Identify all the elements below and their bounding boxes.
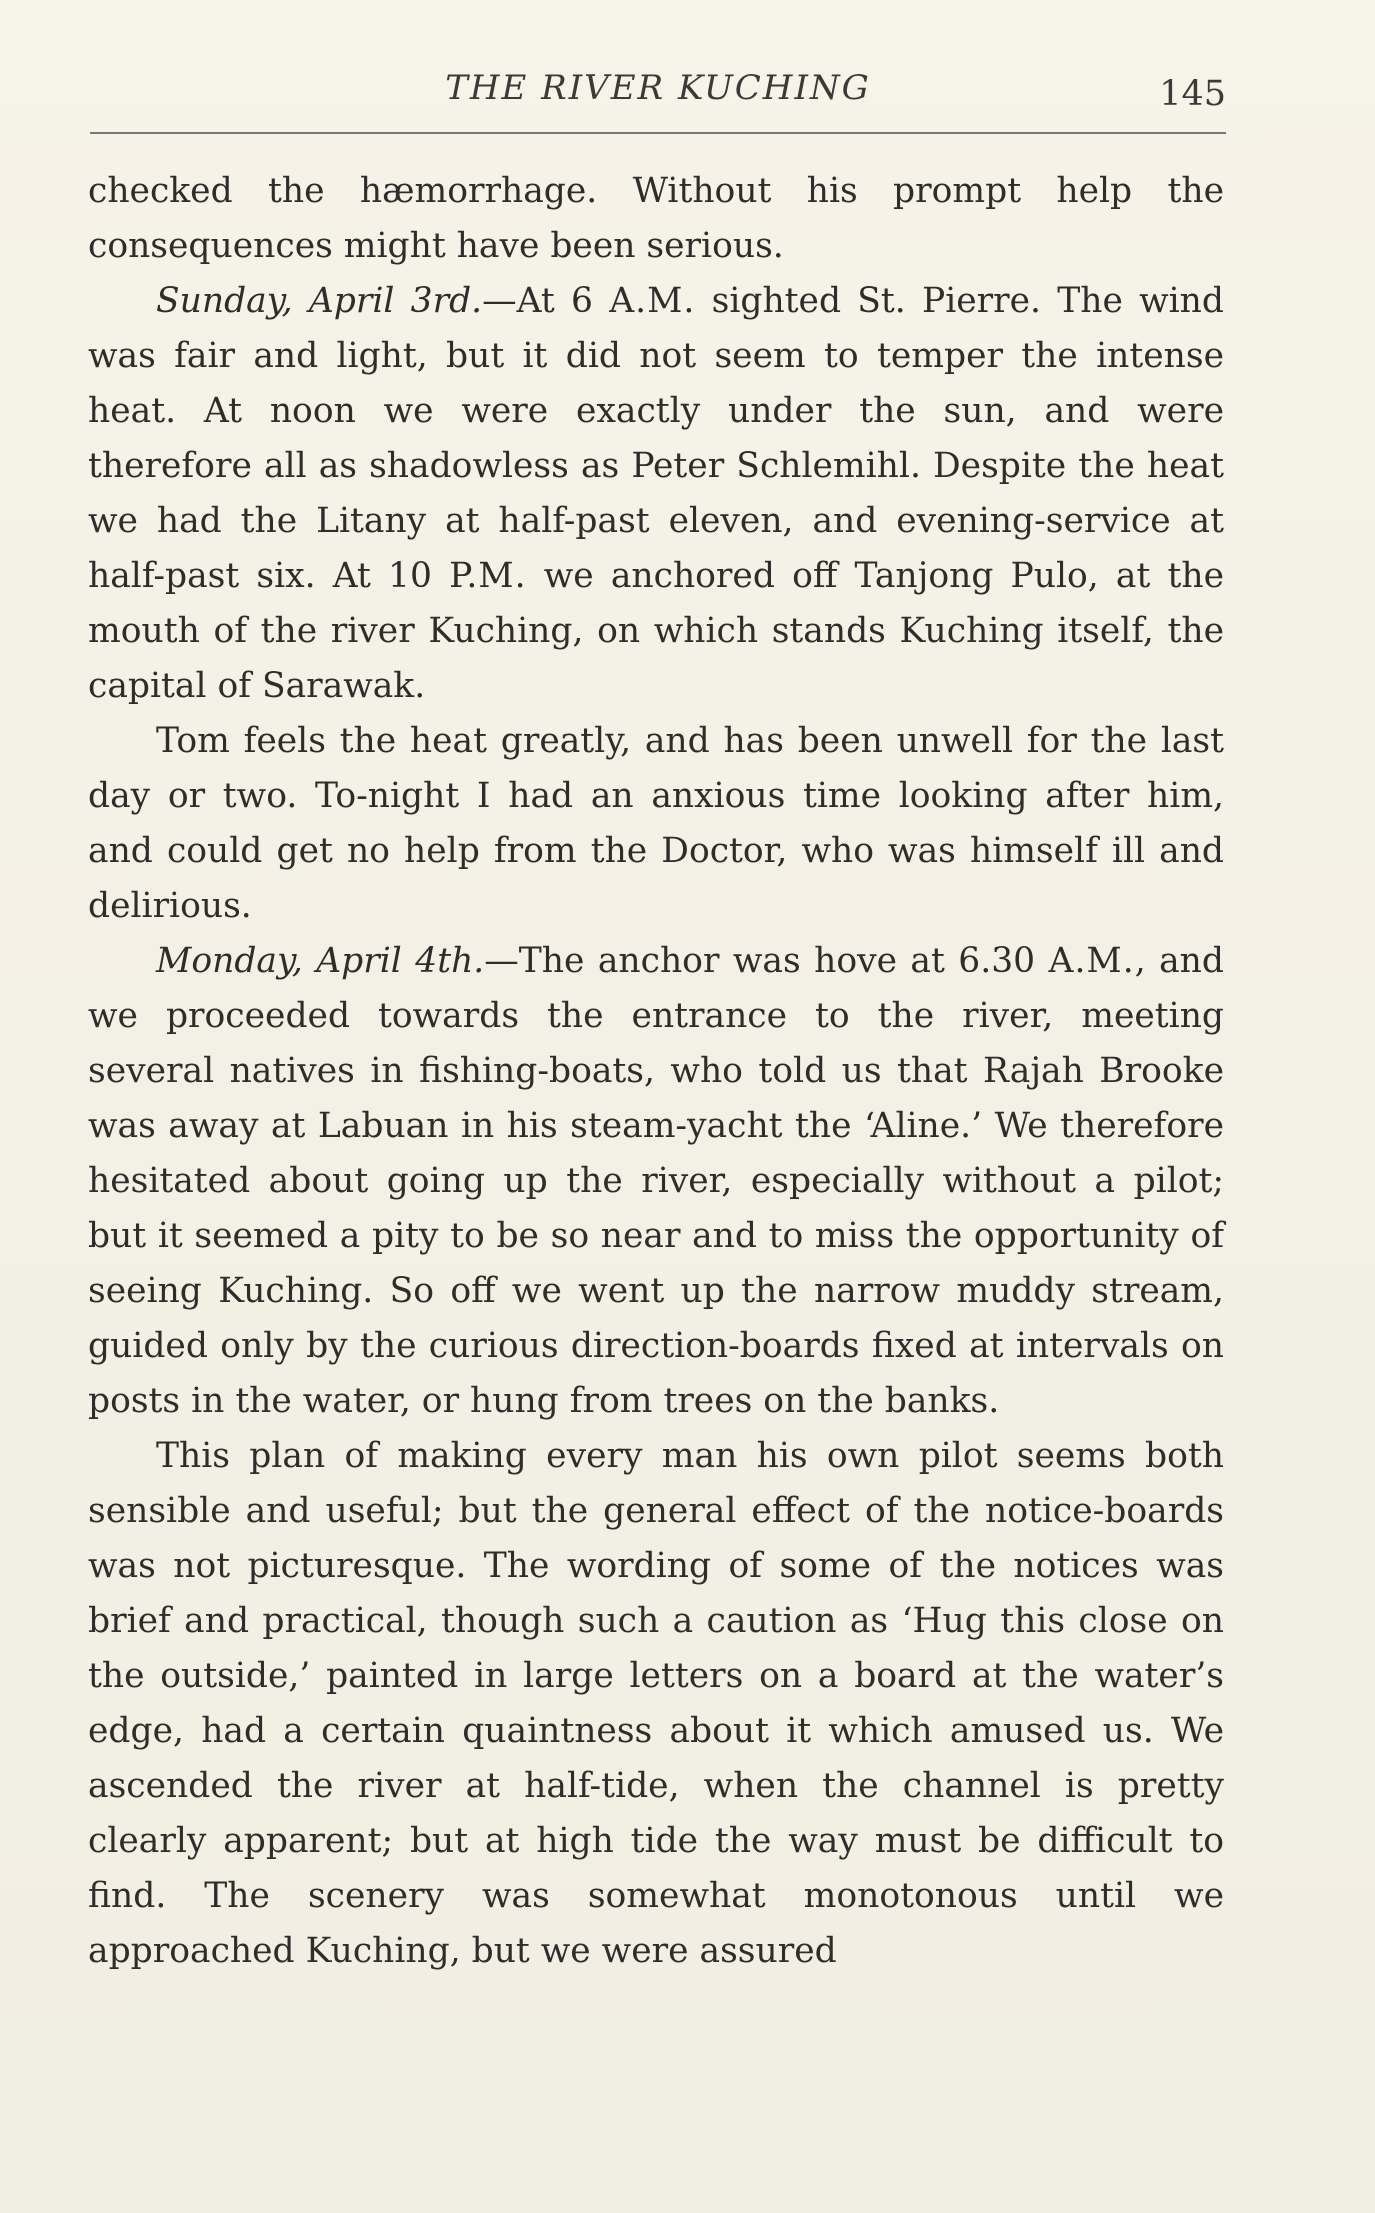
paragraph-3-text: Tom feels the heat greatly, and has been unwell for the last day or two. To-night I had an anxious time looking after him, and could get no help from the Doctor, who was himself ill and delirious. [88, 721, 1224, 926]
paragraph-3 [88, 714, 1224, 934]
paragraph-2-text-after: we anchored off Tanjong Pulo, at the mouth of the river Kuching, on which stands Kuching itself, the capital of Sarawak. [88, 556, 1224, 706]
paragraph-5-text: This plan of making every man his own pilot seems both sensible and useful; but the general effect of the notice-boards was not picturesque. The wording of some of the notices was brief and practical, though such a caution as ‘Hug this close on the outside,’ painted in large letters on a board at the water’s edge, had a certain quaintness about it which amused us. We ascended the river at half-tide, when the channel is pretty clearly apparent; but at high tide the way must be difficult to find. The scenery was somewhat monotonous until we approached Kuching, but we were assured [88, 1436, 1224, 1971]
header-rule [90, 132, 1226, 134]
paragraph-2-text-middle: sighted St. Pierre. The wind was fair and light, but it did not seem to temper the intense heat. At noon we were exactly under the sun, and were therefore all as shadowless as Peter Schlemihl. Despite the heat we had the Litany at half-past eleven, and evening-service at half-past six. At 10 [88, 281, 1224, 596]
time-am-1: A.M. [609, 281, 696, 321]
paragraph-5 [88, 1429, 1224, 1979]
paragraph-1-text: checked the hæmorrhage. Without his prompt help the consequences might have been serious. [88, 171, 1224, 266]
paragraph-4 [88, 934, 1224, 1429]
body-text [88, 164, 1224, 1979]
running-head [90, 58, 1226, 128]
paragraph-4-text-before-time: —The anchor was hove at 6.30 [484, 941, 1049, 981]
date-label-monday: Monday, April 4th. [156, 941, 485, 981]
time-am-2: A.M. [1048, 941, 1135, 981]
paragraph-4-text-after: , and we proceeded towards the entrance to the river, meeting several natives in fishing-boats, who told us that Rajah Brooke was away at Labuan in his steam-yacht the ‘Aline.’ We therefore hesitated about going up the river, especially without a pilot; but it seemed a pity to be so near and to miss the opportunity of seeing Kuching. So off we went up the narrow muddy stream, guided only by the curious direction-boards fixed at intervals on posts in the water, or hung from trees on the banks. [88, 941, 1224, 1421]
running-title: THE RIVER KUCHING [445, 68, 871, 108]
paragraph-2-text-before-time: —At 6 [482, 281, 593, 321]
page-number: 145 [1159, 74, 1226, 114]
time-pm-1: P.M. [449, 556, 527, 596]
date-label-sunday: Sunday, April 3rd. [156, 281, 483, 321]
paragraph-2 [88, 274, 1224, 714]
paragraph-1 [88, 164, 1224, 274]
